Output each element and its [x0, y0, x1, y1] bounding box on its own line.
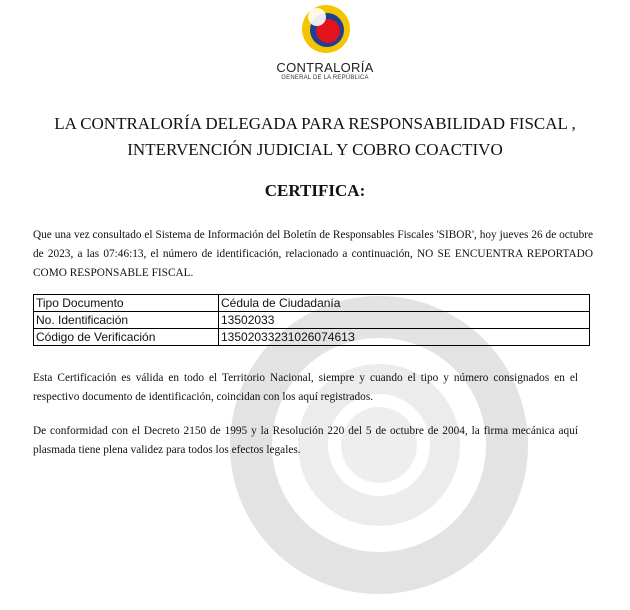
table-label: No. Identificación — [34, 312, 219, 329]
table-value: Cédula de Ciudadanía — [219, 295, 590, 312]
table-row — [34, 329, 590, 346]
legal-paragraph: De conformidad con el Decreto 2150 de 1995 y la Resolución 220 del 5 de octubre de 2004, la firma mecánica aquí plasmada tiene plena validez para todos los efectos legales. — [33, 425, 578, 456]
org-name: CONTRALORÍA — [276, 60, 374, 75]
table-value: 1350203323102607461З — [219, 329, 590, 346]
table-row — [34, 312, 590, 329]
table-row — [34, 295, 590, 312]
identification-table — [33, 294, 590, 346]
org-subtitle: GENERAL DE LA REPÚBLICA — [281, 75, 369, 81]
document-title — [30, 111, 600, 163]
certifica-heading: CERTIFICA: — [264, 181, 366, 200]
validity-paragraph: Esta Certificación es válida en todo el Territorio Nacional, siempre y cuando el tipo y número consignados en el respectivo documento de identificación, coincidan con los aquí registrados. — [33, 372, 578, 403]
table-value: 13502033 — [219, 312, 590, 329]
table-label: Código de Verificación — [34, 329, 219, 346]
table-label: Tipo Documento — [34, 295, 219, 312]
title-line-2: INTERVENCIÓN JUDICIAL Y COBRO COACTIVO — [127, 140, 503, 159]
contraloria-logo-icon — [300, 3, 352, 55]
title-line-1: LA CONTRALORÍA DELEGADA PARA RESPONSABILIDAD FISCAL , — [54, 114, 576, 133]
certification-paragraph: Que una vez consultado el Sistema de Información del Boletín de Responsables Fiscales 'SIBOR', hoy jueves 26 de octubre de 2023, a las 07:46:13, el número de identificación, relacionado a continuación, NO SE ENCUENTRA REPORTADO COMO RESPONSABLE FISCAL. — [33, 229, 593, 279]
